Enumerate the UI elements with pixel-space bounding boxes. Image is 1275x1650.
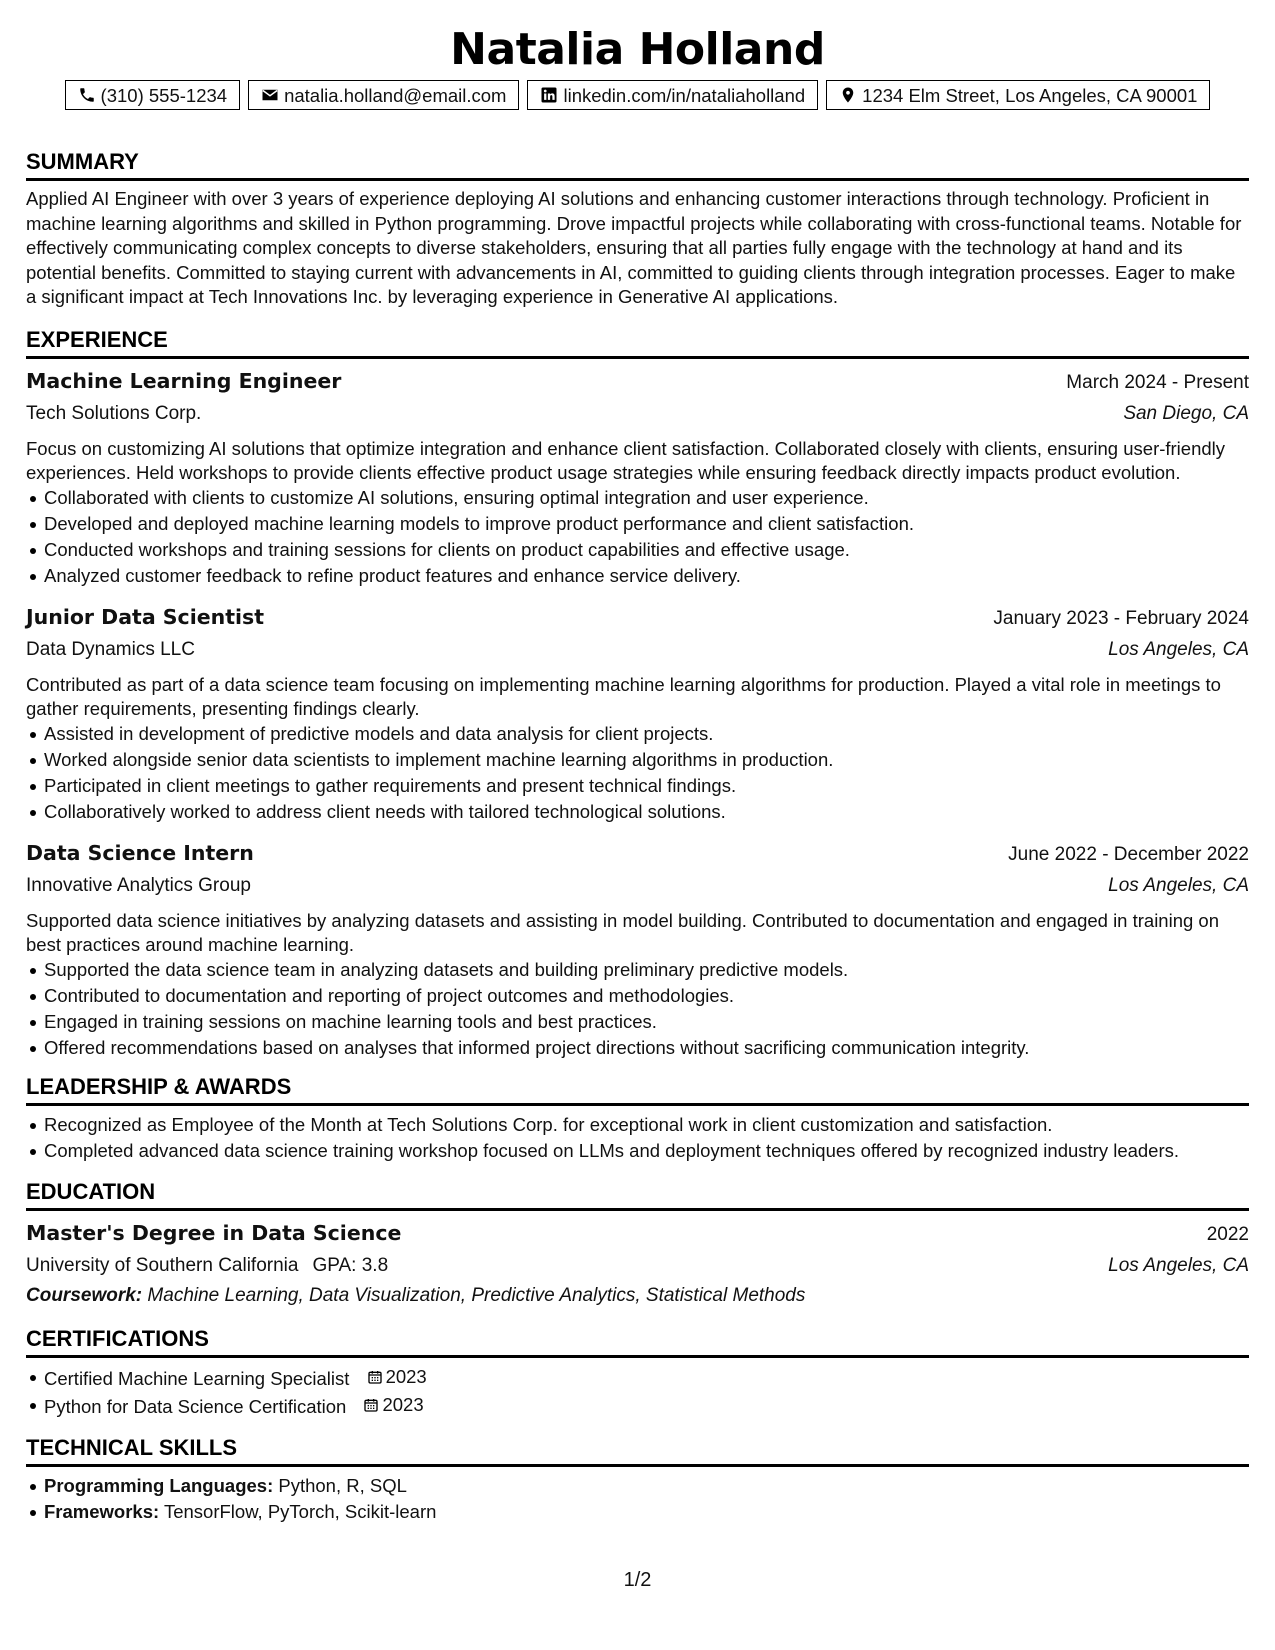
- list-item: Supported the data science team in analyzing datasets and building preliminary predictive models.: [26, 957, 1249, 983]
- coursework-list: Machine Learning, Data Visualization, Predictive Analytics, Statistical Methods: [147, 1284, 806, 1306]
- gpa: GPA: 3.8: [312, 1254, 389, 1276]
- education-section: [26, 1178, 1249, 1311]
- linkedin-icon: [540, 86, 558, 104]
- map-pin-icon: [839, 86, 857, 104]
- skills-section: [26, 1434, 1249, 1525]
- job-company: Data Dynamics LLC: [26, 638, 195, 660]
- job-bullets: [26, 957, 1249, 1061]
- job-dates: March 2024 - Present: [1066, 371, 1249, 393]
- email-text: natalia.holland@email.com: [284, 84, 507, 106]
- calendar-icon: [367, 1369, 383, 1385]
- school-location: Los Angeles, CA: [1108, 1254, 1249, 1276]
- skills-list: [26, 1473, 1249, 1525]
- job-location: Los Angeles, CA: [1108, 874, 1249, 896]
- envelope-icon: [261, 86, 279, 104]
- list-item: Worked alongside senior data scientists to implement machine learning algorithms in production.: [26, 747, 1249, 773]
- job-title: Machine Learning Engineer: [26, 368, 342, 393]
- job-bullets: [26, 485, 1249, 589]
- certification-name: Python for Data Science Certification: [44, 1395, 347, 1417]
- phone-text: (310) 555-1234: [100, 84, 228, 106]
- section-title-certifications: CERTIFICATIONS: [26, 1325, 1249, 1358]
- section-title-leadership: LEADERSHIP & AWARDS: [26, 1073, 1249, 1106]
- job-dates: January 2023 - February 2024: [993, 607, 1249, 629]
- contact-linkedin[interactable]: [527, 80, 818, 110]
- list-item: [26, 1473, 1249, 1499]
- job-location: Los Angeles, CA: [1108, 638, 1249, 660]
- contact-email[interactable]: [248, 80, 519, 110]
- experience-section: [26, 326, 1249, 1061]
- list-item: Collaboratively worked to address client needs with tailored technological solutions.: [26, 799, 1249, 825]
- skill-label: Frameworks:: [44, 1500, 160, 1522]
- school-name: University of Southern California: [26, 1254, 299, 1276]
- job-description: Contributed as part of a data science team focusing on implementing machine learning algorithms for production. Played a vital role in meetings to gather requirements, presenting findings clearly.: [26, 673, 1221, 719]
- job-entry: [26, 601, 1249, 825]
- list-item: Analyzed customer feedback to refine product features and enhance service delivery.: [26, 563, 1249, 589]
- address-text: 1234 Elm Street, Los Angeles, CA 90001: [862, 84, 1198, 106]
- job-bullets: [26, 721, 1249, 825]
- section-title-experience: EXPERIENCE: [26, 326, 1249, 359]
- job-location: San Diego, CA: [1123, 402, 1249, 424]
- skill-value: Python, R, SQL: [278, 1474, 407, 1496]
- list-item: Engaged in training sessions on machine learning tools and best practices.: [26, 1009, 1249, 1035]
- graduation-year: 2022: [1206, 1223, 1249, 1245]
- section-title-summary: SUMMARY: [26, 148, 1249, 181]
- leadership-bullets: [26, 1112, 1249, 1164]
- list-item: [26, 1364, 1249, 1392]
- list-item: Recognized as Employee of the Month at Tech Solutions Corp. for exceptional work in client customization and satisfaction.: [26, 1112, 1249, 1138]
- list-item: Completed advanced data science training workshop focused on LLMs and deployment techniques offered by recognized industry leaders.: [26, 1138, 1249, 1164]
- section-title-skills: TECHNICAL SKILLS: [26, 1434, 1249, 1467]
- list-item: [26, 1392, 1249, 1420]
- job-description: Focus on customizing AI solutions that optimize integration and enhance client satisfaction. Collaborated closely with clients, ensuring user-friendly experiences. Held workshops to provide clients effective product usage strategies while ensuring feedback directly impacts product evolution.: [26, 437, 1226, 483]
- summary-text: Applied AI Engineer with over 3 years of experience deploying AI solutions and enhancing customer interactions through technology. Proficient in machine learning algorithms and skilled in Python programming. Drove impactful projects while collaborating with cross-functional teams. Notable for effectively communicating complex concepts to diverse stakeholders, ensuring that all parties fully engage with the technology at hand and its potential benefits. Committed to staying current with advancements in AI, committed to guiding clients through integration processes. Eager to make a significant impact at Tech Innovations Inc. by leveraging experience in Generative AI applications.: [26, 188, 1242, 307]
- list-item: Conducted workshops and training sessions for clients on product capabilities and effective usage.: [26, 537, 1249, 563]
- list-item: [26, 1499, 1249, 1525]
- calendar-icon: [363, 1397, 379, 1413]
- section-title-education: EDUCATION: [26, 1178, 1249, 1211]
- page-number: 1/2: [623, 1569, 652, 1591]
- job-description: Supported data science initiatives by analyzing datasets and assisting in model building. Contributed to documentation and engaged in training on best practices around machine learning.: [26, 909, 1220, 955]
- summary-section: [26, 148, 1249, 310]
- job-title: Data Science Intern: [26, 840, 254, 865]
- job-company: Tech Solutions Corp.: [26, 402, 202, 424]
- contact-phone[interactable]: [65, 80, 241, 110]
- job-title: Junior Data Scientist: [26, 604, 265, 629]
- certification-year: 2023: [385, 1365, 427, 1387]
- coursework-label: Coursework:: [26, 1284, 143, 1306]
- list-item: Developed and deployed machine learning models to improve product performance and client satisfaction.: [26, 511, 1249, 537]
- list-item: Assisted in development of predictive models and data analysis for client projects.: [26, 721, 1249, 747]
- skill-label: Programming Languages:: [44, 1474, 274, 1496]
- coursework: [26, 1281, 1249, 1311]
- job-company: Innovative Analytics Group: [26, 874, 251, 896]
- certification-year: 2023: [382, 1393, 424, 1415]
- skill-value: TensorFlow, PyTorch, Scikit-learn: [163, 1500, 437, 1522]
- certification-list: [26, 1364, 1249, 1420]
- certification-name: Certified Machine Learning Specialist: [44, 1367, 350, 1389]
- leadership-section: [26, 1073, 1249, 1164]
- phone-icon: [78, 86, 96, 104]
- list-item: Offered recommendations based on analyses that informed project directions without sacrificing communication integrity.: [26, 1035, 1249, 1061]
- list-item: Collaborated with clients to customize AI solutions, ensuring optimal integration and user experience.: [26, 485, 1249, 511]
- contact-address[interactable]: [826, 80, 1210, 110]
- certifications-section: [26, 1325, 1249, 1420]
- job-dates: June 2022 - December 2022: [1008, 843, 1249, 865]
- list-item: Participated in client meetings to gather requirements and present technical findings.: [26, 773, 1249, 799]
- degree-title: Master's Degree in Data Science: [26, 1220, 402, 1245]
- job-entry: [26, 837, 1249, 1061]
- job-entry: [26, 365, 1249, 589]
- list-item: Contributed to documentation and reporting of project outcomes and methodologies.: [26, 983, 1249, 1009]
- contact-bar: [26, 80, 1249, 110]
- linkedin-text: linkedin.com/in/nataliaholland: [563, 84, 806, 106]
- candidate-name: Natalia Holland: [450, 24, 825, 75]
